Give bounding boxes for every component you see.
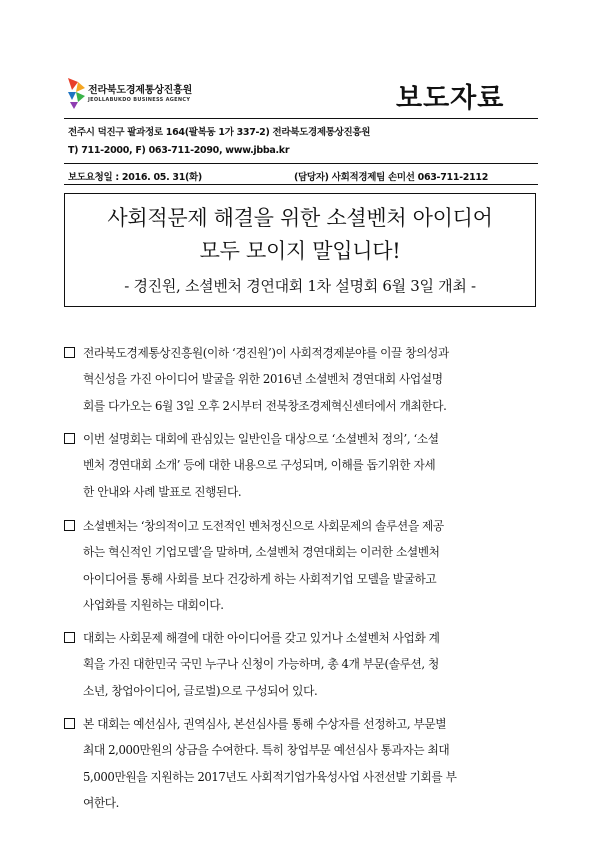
checkbox-bullet-icon (64, 520, 75, 531)
logo-mark-icon (66, 76, 86, 110)
paragraph-line: 벤처 경연대회 소개’ 등에 대한 내용으로 구성되며, 이해를 돕기위한 자세 (83, 458, 436, 473)
address-line: 전주시 덕진구 팔과정로 164(팔복동 1가 337-2) 전라북도경제통상진흥원 (68, 127, 371, 138)
paragraph-line: 소셜벤처는 ‘창의적이고 도전적인 벤처정신으로 사회문제의 솔루션을 제공 (64, 513, 544, 539)
checkbox-bullet-icon (64, 718, 75, 729)
divider-bottom (64, 184, 538, 185)
paragraph-line: 여한다. (83, 796, 119, 811)
paragraph-line: 이번 설명회는 대회에 관심있는 일반인을 대상으로 ‘소셜벤처 정의’, ‘소셜 (64, 426, 544, 452)
headline-line-1: 사회적문제 해결을 위한 소셜벤처 아이디어 (107, 206, 493, 230)
person-in-charge: (담당자) 사회적경제팀 손미선 063-711-2112 (294, 172, 489, 183)
divider-middle (64, 163, 538, 164)
paragraph-line: 5,000만원을 지원하는 2017년도 사회적기업가육성사업 사전선발 기회를 부 (83, 769, 457, 784)
paragraph-line: 혁신성을 가진 아이디어 발굴을 위한 2016년 소셜벤처 경연대회 사업설명 (83, 372, 443, 387)
paragraph-line: 한 안내와 사례 발표로 진행된다. (83, 484, 242, 499)
divider-top (64, 118, 538, 119)
checkbox-bullet-icon (64, 347, 75, 358)
paragraph-line: 본 대회는 예선심사, 권역심사, 본선심사를 통해 수상자를 선정하고, 부문별 (64, 711, 544, 737)
request-date: 보도요청일 : 2016. 05. 31(화) (68, 172, 202, 183)
headline-line-2: 모두 모이지 말입니다! (199, 239, 401, 263)
paragraph-5 (64, 711, 544, 817)
paragraph-3 (64, 513, 544, 619)
paragraph-line: 회를 다가오는 6월 3일 오후 2시부터 전북창조경제혁신센터에서 개최한다. (83, 398, 447, 413)
paragraph-line: 아이디어를 통해 사회를 보다 건강하게 하는 사회적기업 모델을 발굴하고 (83, 571, 437, 586)
paragraph-line: 사업화를 지원하는 대회이다. (83, 598, 224, 613)
paragraph-line: 전라북도경제통상진흥원(이하 ‘경진원’)이 사회적경제분야를 이끌 창의성과 (64, 340, 544, 366)
organization-logo (66, 76, 206, 116)
paragraph-line: 최대 2,000만원의 상금을 수여한다. 특히 창업부문 예선심사 통과자는 최대 (83, 743, 450, 758)
org-name-english: JEOLLABUKDO BUSINESS AGENCY (88, 97, 191, 103)
headline-box (64, 193, 536, 307)
paragraph-4 (64, 625, 544, 704)
contact-line: T) 711-2000, F) 063-711-2090, www.jbba.kr (68, 145, 290, 156)
paragraph-line: 대회는 사회문제 해결에 대한 아이디어를 갖고 있거나 소셜벤처 사업화 계 (64, 625, 544, 651)
checkbox-bullet-icon (64, 433, 75, 444)
paragraph-2 (64, 426, 544, 505)
paragraph-1 (64, 340, 544, 419)
paragraph-line: 소년, 창업아이디어, 글로벌)으로 구성되어 있다. (83, 683, 318, 698)
checkbox-bullet-icon (64, 632, 75, 643)
org-name-korean: 전라북도경제통상진흥원 (88, 85, 193, 96)
paragraph-line: 하는 혁신적인 기업모델’을 말하며, 소셜벤처 경연대회는 이러한 소셜벤처 (83, 545, 440, 560)
paragraph-line: 획을 가진 대한민국 국민 누구나 신청이 가능하며, 총 4개 부문(솔루션, 청 (83, 657, 439, 672)
document-type-title: 보도자료 (396, 83, 505, 114)
headline-subtitle: - 경진원, 소셜벤처 경연대회 1차 설명회 6월 3일 개최 - (124, 277, 476, 295)
